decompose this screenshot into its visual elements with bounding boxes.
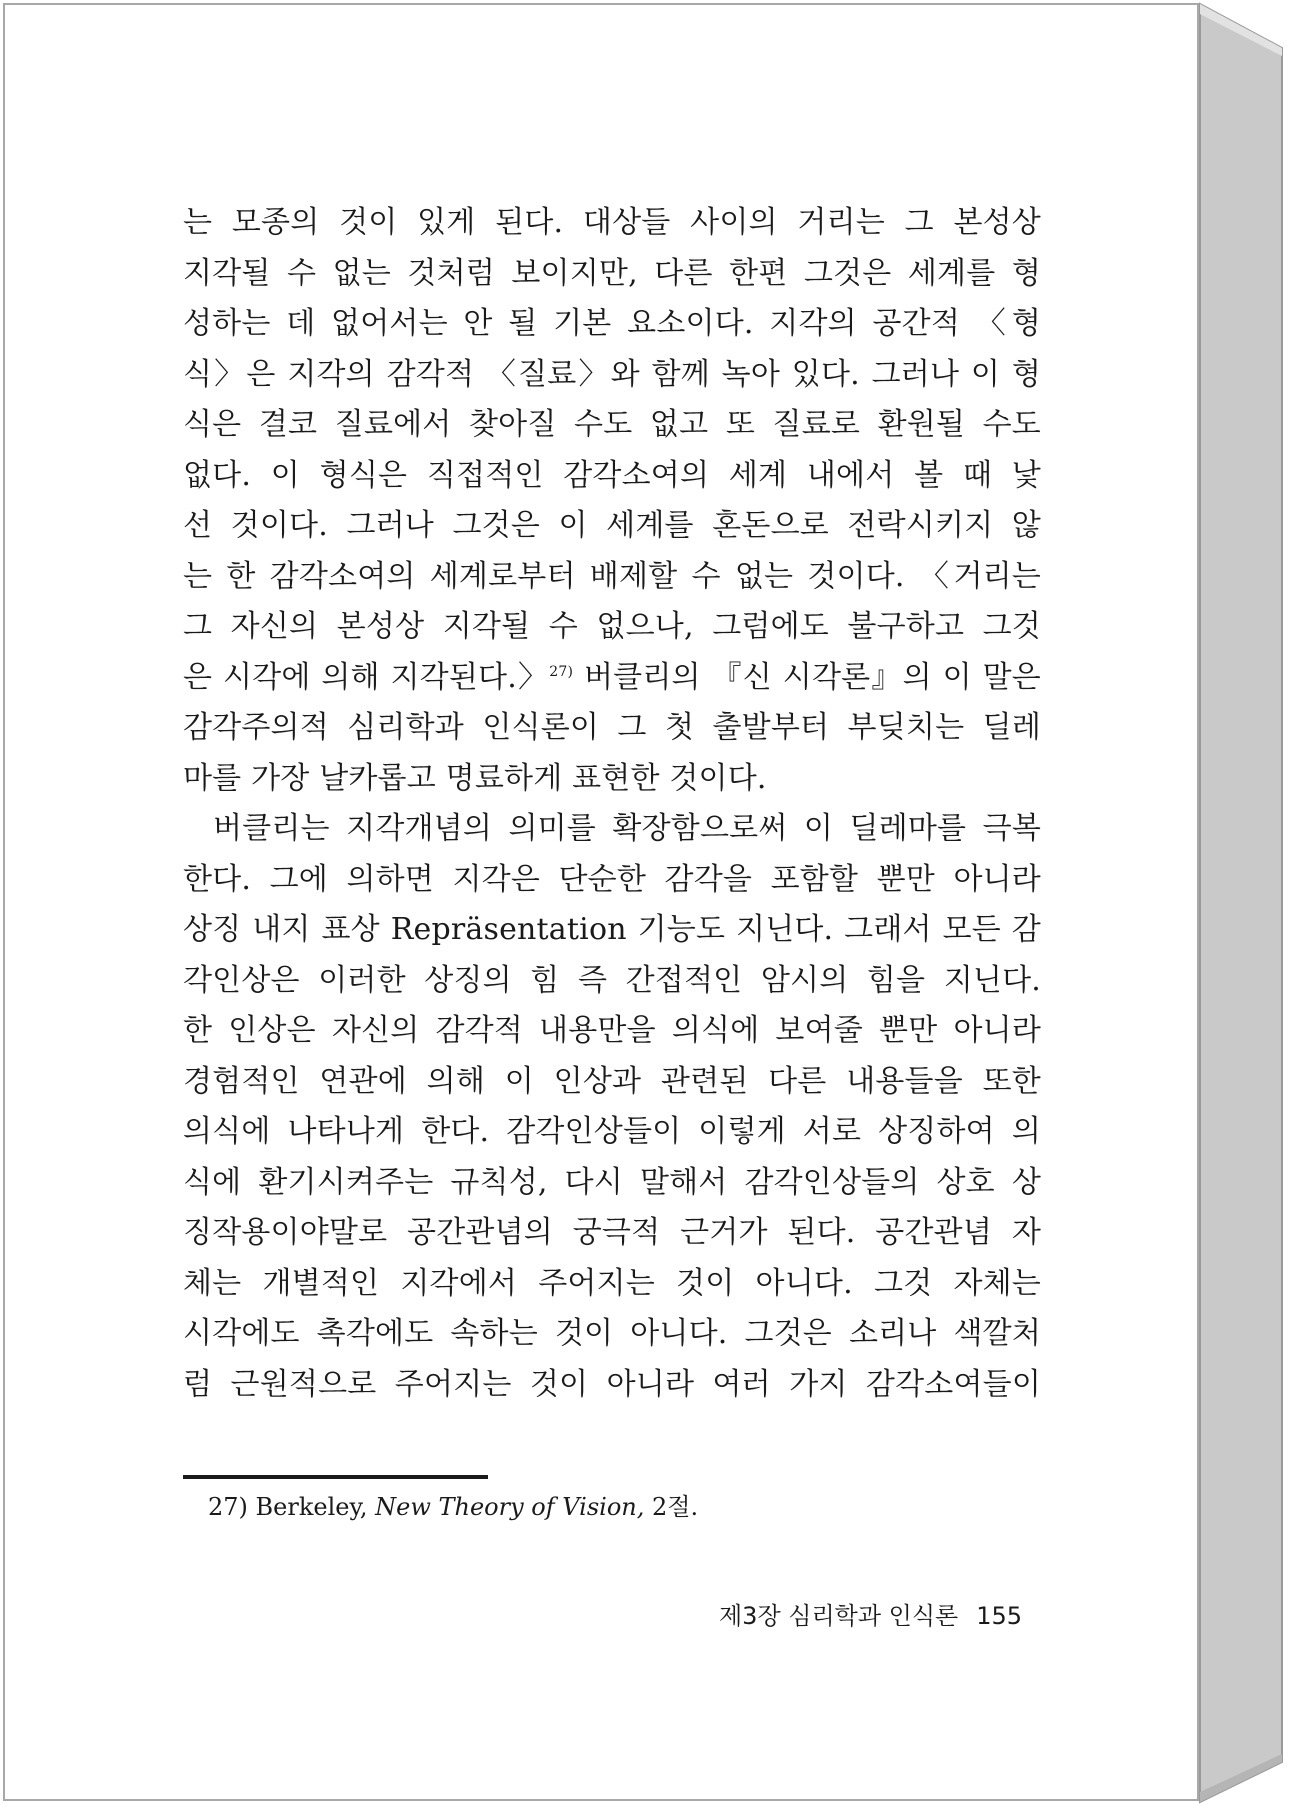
text-line: 지각될 수 없는 것처럼 보이지만, 다른 한편 그것은 세계를 형 (183, 255, 1041, 291)
text-line: 체는 개별적인 지각에서 주어지는 것이 아니다. 그것 자체는 (183, 1265, 1041, 1301)
footnote-author: Berkeley, (255, 1493, 368, 1521)
text-line: 식에 환기시켜주는 규칙성, 다시 말해서 감각인상들의 상호 상 (183, 1164, 1041, 1200)
text-line: 시각에도 촉각에도 속하는 것이 아니다. 그것은 소리나 색깔처 (183, 1316, 1041, 1351)
quote-end-text: 은 시각에 의해 지각된다.〉 (183, 659, 550, 695)
text-line: 경험적인 연관에 의해 이 인상과 관련된 다른 내용들을 또한 (183, 1063, 1041, 1099)
text-line: 상징 내지 표상 Repräsentation 기능도 지닌다. 그래서 모든 감 (183, 912, 1041, 947)
text-line: 한 인상은 자신의 감각적 내용만을 의식에 보여줄 뿐만 아니라 (183, 1013, 1041, 1048)
text-line: 의식에 나타나게 한다. 감각인상들이 이렇게 서로 상징하여 의 (183, 1114, 1041, 1149)
text-line: 선 것이다. 그러나 그것은 이 세계를 혼돈으로 전락시키지 않 (183, 508, 1041, 543)
page-footer (719, 1596, 1022, 1631)
text-line: 식〉은 지각의 감각적 〈질료〉와 함께 녹아 있다. 그러나 이 형 (183, 356, 1041, 392)
footnote-reference[interactable]: 27) (549, 663, 574, 680)
text-line: 징작용이야말로 공간관념의 궁극적 근거가 된다. 공간관념 자 (183, 1215, 1041, 1250)
text-line: 럼 근원적으로 주어지는 것이 아니라 여러 가지 감각소여들이 (183, 1366, 1041, 1402)
footnote-section: 2절. (652, 1493, 699, 1521)
text-line: 성하는 데 없어서는 안 될 기본 요소이다. 지각의 공간적 〈형 (183, 306, 1041, 341)
text-line: 한다. 그에 의하면 지각은 단순한 감각을 포함할 뿐만 아니라 (183, 861, 1041, 897)
text-line: 그 자신의 본성상 지각될 수 없으나, 그럼에도 불구하고 그것 (183, 609, 1041, 644)
footnote (208, 1487, 698, 1522)
quote-attribution-text: 버클리의 『신 시각론』의 이 말은 (573, 659, 1041, 695)
text-line: 감각주의적 심리학과 인식론이 그 첫 출발부터 부딪치는 딜레 (183, 710, 1041, 745)
chapter-title: 제3장 심리학과 인식론 (719, 1602, 959, 1630)
text-line: 마를 가장 날카롭고 명료하게 표현한 것이다. (183, 760, 767, 796)
text-line: 버클리는 지각개념의 의미를 확장함으로써 이 딜레마를 극복 (213, 811, 1041, 846)
text-line: 없다. 이 형식은 직접적인 감각소여의 세계 내에서 볼 때 낯 (183, 457, 1041, 493)
footnote-divider (183, 1475, 488, 1479)
text-line: 는 모종의 것이 있게 된다. 대상들 사이의 거리는 그 본성상 (183, 205, 1041, 240)
text-line: 식은 결코 질료에서 찾아질 수도 없고 또 질료로 환원될 수도 (183, 407, 1041, 442)
text-line-with-footnote (183, 653, 1041, 704)
text-line: 는 한 감각소여의 세계로부터 배제할 수 없는 것이다. 〈거리는 (183, 558, 1041, 594)
footnote-number: 27) (208, 1493, 248, 1521)
text-line: 각인상은 이러한 상징의 힘 즉 간접적인 암시의 힘을 지닌다. (183, 962, 1041, 998)
page-number: 155 (976, 1602, 1022, 1630)
footnote-title: New Theory of Vision, (375, 1493, 645, 1521)
body-text (183, 198, 1041, 1410)
paragraph-1 (183, 198, 1041, 804)
paragraph-2 (183, 804, 1041, 1410)
